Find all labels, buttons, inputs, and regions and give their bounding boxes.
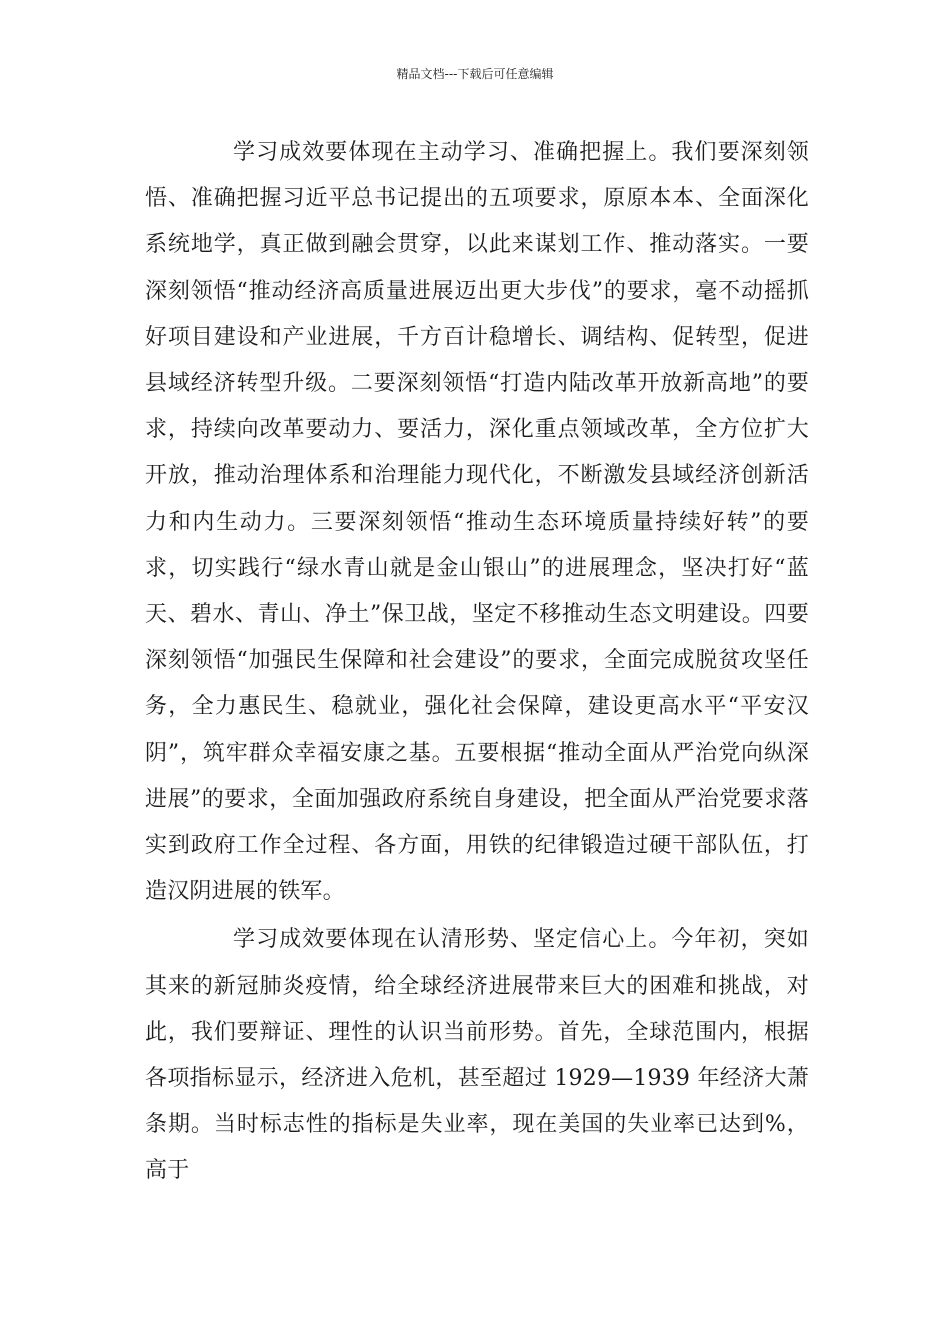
paragraph-1: 学习成效要体现在主动学习、准确把握上。我们要深刻领悟、准确把握习近平总书记提出的五项要求，原原本本、全面深化系统地学，真正做到融会贯穿，以此来谋划工作、推动落实。一要深刻领悟“推动经济高质量进展迈出更大步伐”的要求，毫不动摇抓好项目建设和产业进展，千方百计稳增长、调结构、促转型，促进县域经济转型升级。二要深刻领悟“打造内陆改革开放新高地”的要求，持续向改革要动力、要活力，深化重点领域改革，全方位扩大开放，推动治理体系和治理能力现代化，不断激发县域经济创新活力和内生动力。三要深刻领悟“推动生态环境质量持续好转”的要求，切实践行“绿水青山就是金山银山”的进展理念，坚决打好“蓝天、碧水、青山、净土”保卫战，坚定不移推动生态文明建设。四要深刻领悟“加强民生保障和社会建设”的要求，全面完成脱贫攻坚任务，全力惠民生、稳就业，强化社会保障，建设更高水平“平安汉阴”，筑牢群众幸福安康之基。五要根据“推动全面从严治党向纵深进展”的要求，全面加强政府系统自身建设，把全面从严治党要求落实到政府工作全过程、各方面，用铁的纪律锻造过硬干部队伍，打造汉阴进展的铁军。 — [145, 140, 809, 905]
paragraph-2: 学习成效要体现在认清形势、坚定信心上。今年初，突如其来的新冠肺炎疫情，给全球经济进展带来巨大的困难和挑战，对此，我们要辩证、理性的认识当前形势。首先，全球范围内，根据各项指标显示，经济进入危机，甚至超过 1929—1939 年经济大萧条期。当时标志性的指标是失业率，现在美国的失业率已达到%，高于 — [145, 927, 809, 1184]
page-header: 精品文档---下载后可任意编辑 — [396, 67, 554, 81]
document-body — [145, 130, 809, 1195]
